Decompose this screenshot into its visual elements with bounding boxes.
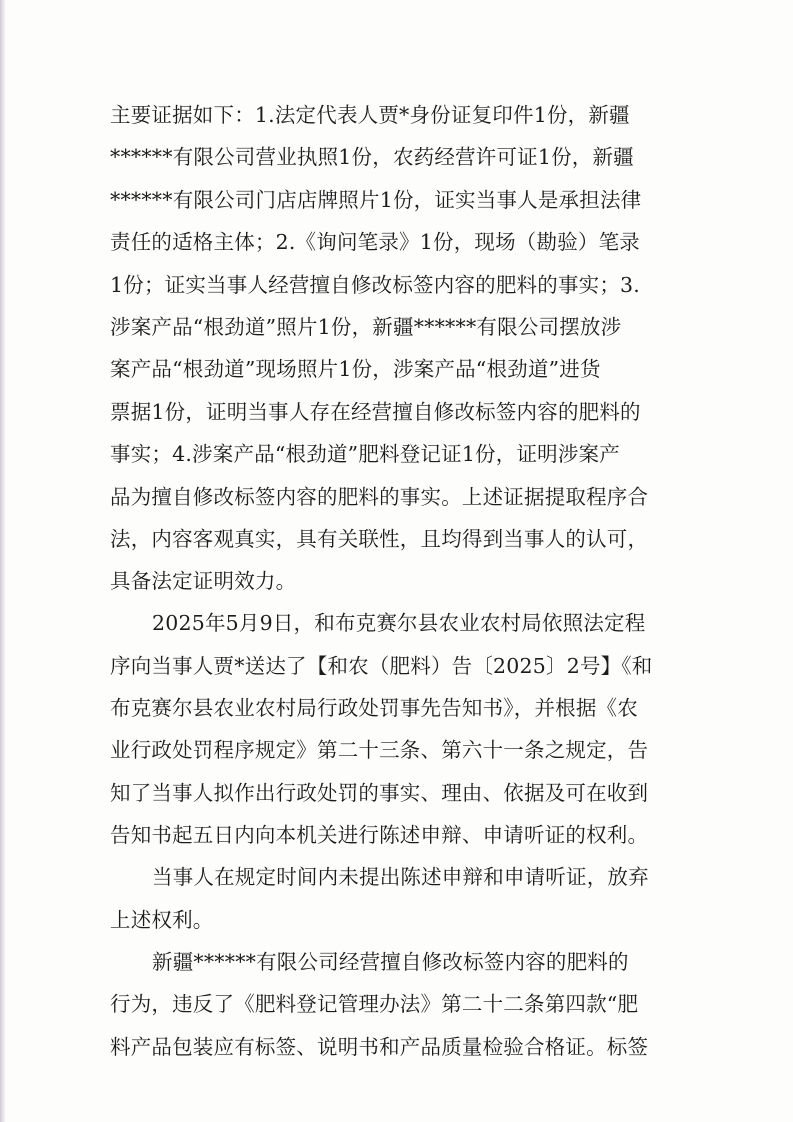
text-line: 布克赛尔县农业农村局行政处罚事先告知书》，并根据《农	[110, 696, 638, 720]
page-edge-shadow	[0, 0, 6, 1122]
text-line: 知了当事人拟作出行政处罚的事实、理由、依据及可在收到	[110, 781, 649, 805]
text-line: ******有限公司营业执照1份，农药经营许可证1份，新疆	[110, 145, 634, 169]
paragraph-start-line: 当事人在规定时间内未提出陈述申辩和申请听证，放弃	[152, 865, 649, 889]
text-line: 1份；证实当事人经营擅自修改标签内容的肥料的事实；3.	[110, 273, 641, 297]
text-line: 法，内容客观真实，具有关联性，且均得到当事人的认可，	[110, 527, 649, 551]
text-line: 上述权利。	[110, 908, 214, 932]
text-line: 告知书起五日内向本机关进行陈述申辩、申请听证的权利。	[110, 823, 649, 847]
text-line: ******有限公司门店店牌照片1份，证实当事人是承担法律	[110, 188, 642, 212]
text-line: 主要证据如下：1.法定代表人贾*身份证复印件1份，新疆	[110, 103, 630, 127]
text-line: 具备法定证明效力。	[110, 569, 297, 593]
text-line: 案产品“根劲道”现场照片1份，涉案产品“根劲道”进货	[110, 357, 601, 381]
text-line: 责任的适格主体；2.《询问笔录》1份，现场（勘验）笔录	[110, 230, 641, 254]
text-line: 事实；4.涉案产品“根劲道”肥料登记证1份，证明涉案产	[110, 442, 620, 466]
text-line: 业行政处罚程序规定》第二十三条、第六十一条之规定，告	[110, 738, 649, 762]
text-line: 票据1份，证明当事人存在经营擅自修改标签内容的肥料的	[110, 400, 641, 424]
paragraph-start-line: 新疆******有限公司经营擅自修改标签内容的肥料的	[152, 950, 629, 974]
paragraph-start-line: 2025年5月9日，和布克赛尔县农业农村局依照法定程	[152, 611, 646, 635]
text-line: 料产品包装应有标签、说明书和产品质量检验合格证。标签	[110, 1035, 649, 1059]
text-line: 涉案产品“根劲道”照片1份，新疆******有限公司摆放涉	[110, 315, 622, 339]
text-line: 序向当事人贾*送达了【和农（肥料）告〔2025〕2号】《和	[110, 654, 653, 678]
text-line: 行为，违反了《肥料登记管理办法》第二十二条第四款“肥	[110, 992, 639, 1016]
text-line: 品为擅自修改标签内容的肥料的事实。上述证据提取程序合	[110, 485, 649, 509]
